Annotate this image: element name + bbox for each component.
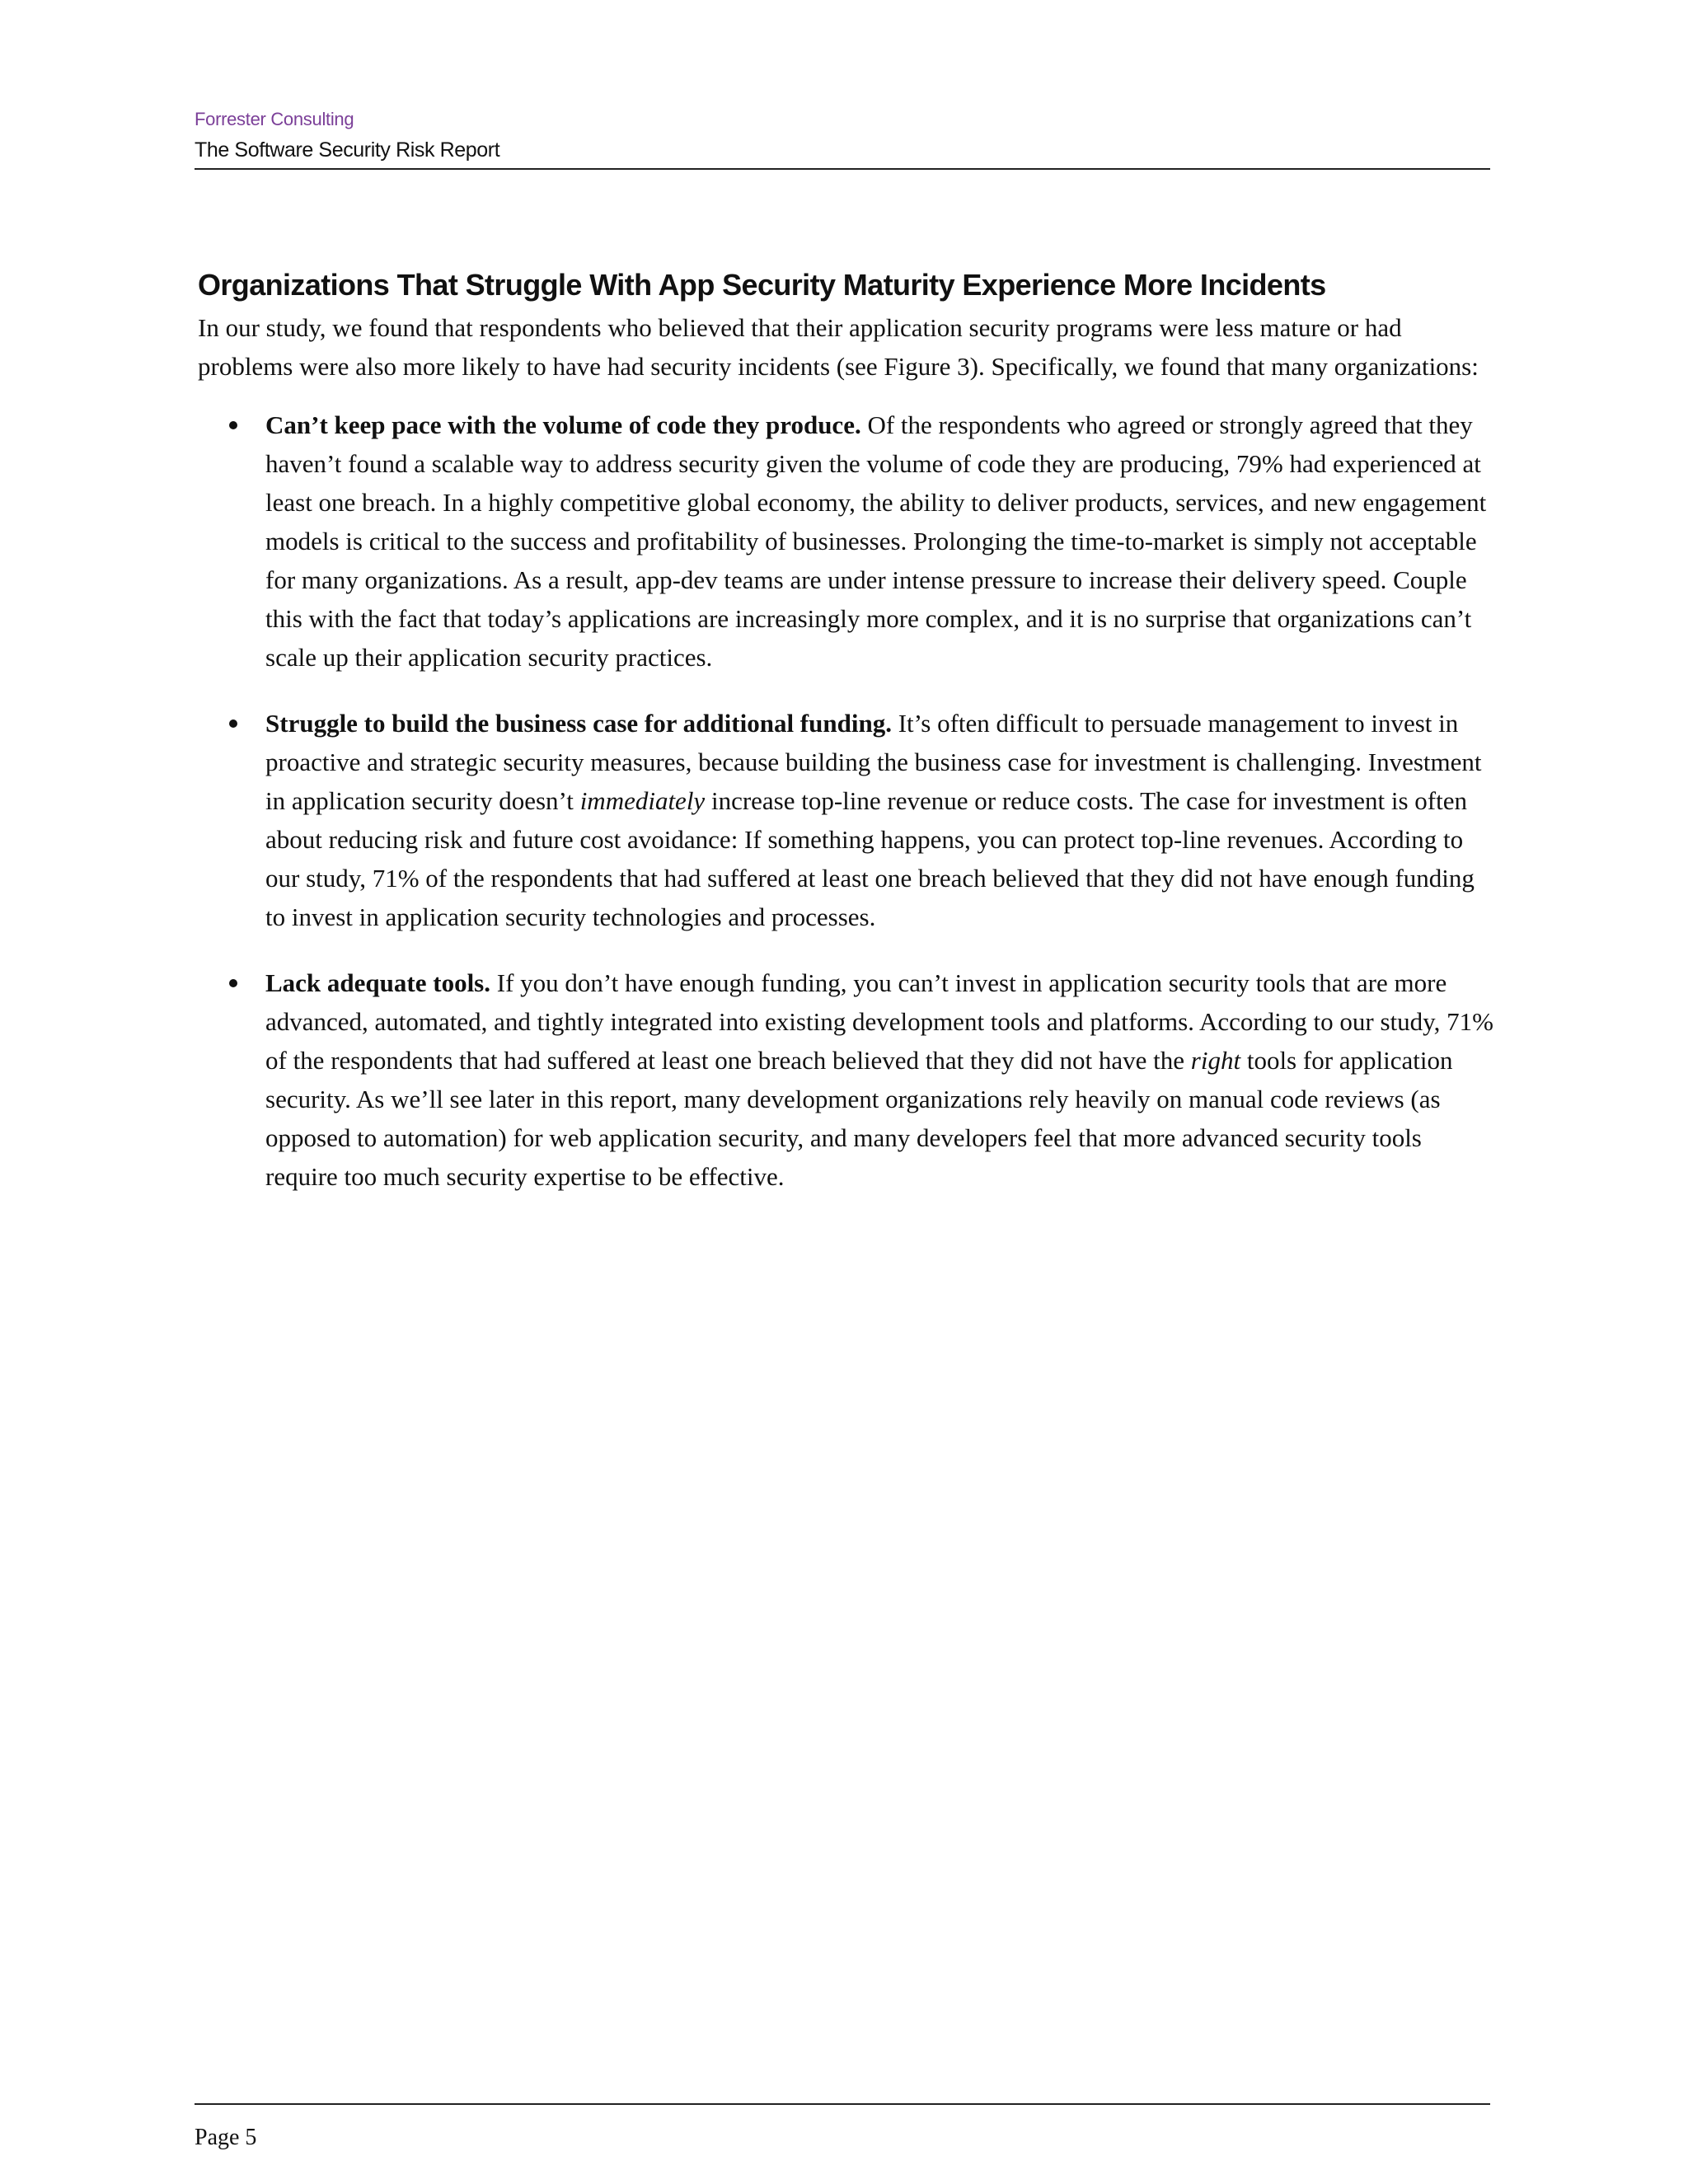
bullet-lead: Struggle to build the business case for additional funding.: [265, 709, 892, 738]
bullet-text: It’s often difficult to persuade management to invest in proactive and strategic security measures, because building the business case for investment is challenging. Investment in application security doesn’t: [265, 709, 1482, 815]
footer-divider: [195, 2103, 1490, 2105]
bullet-text: increase top-line revenue or reduce costs. The case for investment is often about reducing risk and future cost avoidance: If something happens, you can protect top-line revenues. According to our study, 71% of the respondents that had suffered at least one breach believed that they did not have enough funding to invest in application security technologies and processes.: [265, 786, 1475, 931]
header-brand: Forrester Consulting: [195, 109, 354, 129]
bullet-emphasis: right: [1190, 1046, 1241, 1075]
list-item: [198, 963, 1493, 1196]
page-header: [195, 105, 1490, 170]
bullet-text: If you don’t have enough funding, you can’t invest in application security tools that are more advanced, automated, and tightly integrated into existing development tools and platforms. According to our study, 71% of the respondents that had suffered at least one breach believed that they did not have the: [265, 968, 1493, 1075]
bullet-icon: [229, 979, 237, 987]
bullet-lead: Lack adequate tools.: [265, 968, 490, 997]
bullet-emphasis: immediately: [579, 786, 706, 815]
bullet-icon: [229, 719, 237, 728]
main-content: [198, 262, 1493, 1223]
section-heading: Organizations That Struggle With App Security Maturity Experience More Incidents: [198, 268, 1326, 302]
bullet-lead: Can’t keep pace with the volume of code they produce.: [265, 410, 861, 439]
bullet-text: tools for application security. As we’ll see later in this report, many development organizations rely heavily on manual code reviews (as opposed to automation) for web application security, and many developers feel that more advanced security tools require too much security expertise to be effective.: [265, 1046, 1453, 1191]
list-item: [198, 405, 1493, 677]
header-report-title: The Software Security Risk Report: [195, 138, 500, 162]
bullet-list: [198, 405, 1493, 1196]
section-intro: In our study, we found that respondents who believed that their application security programs were less mature or had problems were also more likely to have had security incidents (see Figure 3). Specifically, we found that many organizations:: [198, 313, 1479, 381]
list-item: [198, 704, 1493, 936]
bullet-text: Of the respondents who agreed or strongly agreed that they haven’t found a scalable way to address security given the volume of code they are producing, 79% had experienced at least one breach. In a highly competitive global economy, the ability to deliver products, services, and new engagement models is critical to the success and profitability of businesses. Prolonging the time-to-market is simply not acceptable for many organizations. As a result, app-dev teams are under intense pressure to increase their delivery speed. Couple this with the fact that today’s applications are increasingly more complex, and it is no surprise that organizations can’t scale up their application security practices.: [265, 410, 1487, 672]
bullet-icon: [229, 421, 237, 429]
header-divider: [195, 168, 1490, 170]
page-number: Page 5: [195, 2125, 257, 2150]
page-footer: [195, 2103, 1490, 2154]
